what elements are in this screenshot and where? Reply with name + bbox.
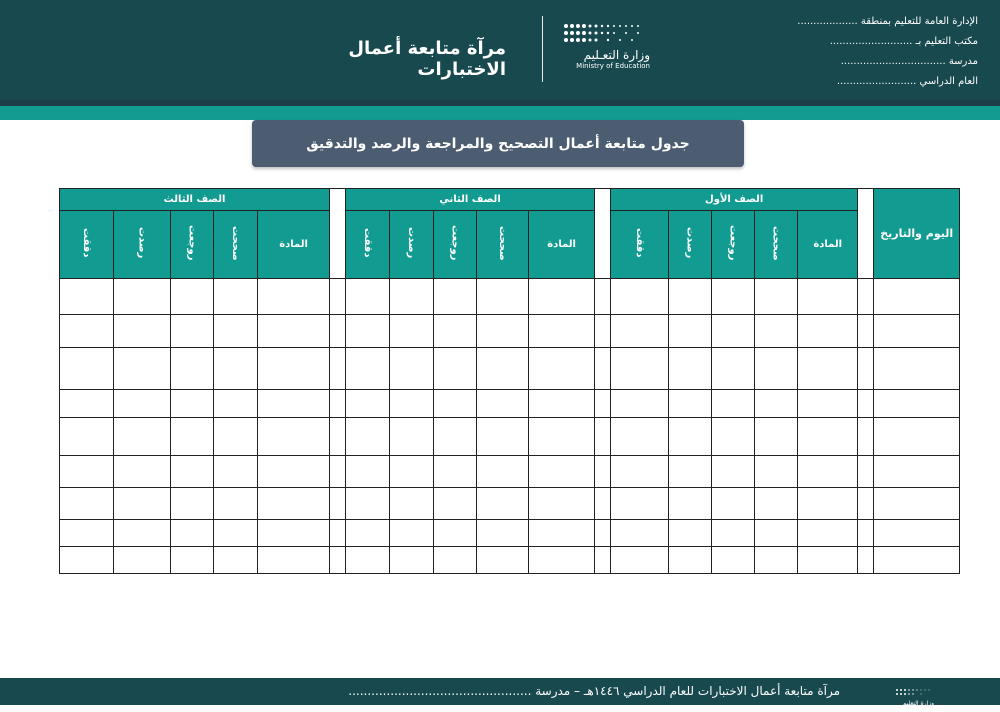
entry-cell[interactable] (434, 315, 477, 348)
entry-cell[interactable] (477, 390, 529, 418)
entry-cell[interactable] (798, 519, 858, 546)
entry-cell[interactable] (529, 315, 595, 348)
column-gap (595, 455, 611, 487)
column-gap (330, 418, 346, 455)
footer-ministry-logo (888, 681, 934, 712)
column-gap (595, 189, 611, 279)
day-date-cell[interactable] (874, 315, 960, 348)
entry-cell[interactable] (477, 455, 529, 487)
column-gap (595, 390, 611, 418)
footer-dots-icon (894, 688, 934, 696)
entry-cell[interactable] (114, 546, 171, 573)
entry-cell[interactable] (669, 315, 712, 348)
day-date-cell[interactable] (874, 390, 960, 418)
class-3-header: الصف الثالث (60, 189, 330, 211)
entry-cell[interactable] (434, 455, 477, 487)
entry-cell[interactable] (171, 546, 214, 573)
entry-cell[interactable] (669, 418, 712, 455)
entry-cell[interactable] (611, 455, 669, 487)
entry-cell[interactable] (611, 487, 669, 519)
entry-cell[interactable] (171, 455, 214, 487)
audited-header: دققت (346, 211, 390, 279)
column-gap (858, 279, 874, 315)
header-divider (542, 16, 543, 82)
entry-cell[interactable] (529, 487, 595, 519)
admin-line-school: مدرسة ................................. (840, 56, 978, 67)
entry-cell[interactable] (611, 546, 669, 573)
entry-cell[interactable] (258, 487, 330, 519)
entry-cell[interactable] (390, 279, 434, 315)
admin-info-block (778, 12, 978, 92)
entry-cell[interactable] (171, 348, 214, 390)
entry-cell[interactable] (346, 487, 390, 519)
entry-cell[interactable] (60, 279, 114, 315)
page-header (0, 0, 1000, 100)
entry-cell[interactable] (60, 519, 114, 546)
day-date-cell[interactable] (874, 546, 960, 573)
entry-cell[interactable] (390, 546, 434, 573)
column-gap (858, 455, 874, 487)
entry-cell[interactable] (755, 546, 798, 573)
entry-cell[interactable] (346, 390, 390, 418)
entry-cell[interactable] (529, 418, 595, 455)
audited-header: دققت (60, 211, 114, 279)
entry-cell[interactable] (114, 455, 171, 487)
entry-cell[interactable] (611, 348, 669, 390)
column-gap (858, 189, 874, 279)
entry-cell[interactable] (755, 418, 798, 455)
entry-cell[interactable] (477, 279, 529, 315)
entry-cell[interactable] (214, 390, 258, 418)
entry-cell[interactable] (390, 455, 434, 487)
table-row (60, 390, 960, 418)
entry-cell[interactable] (712, 487, 755, 519)
day-date-cell[interactable] (874, 418, 960, 455)
entry-cell[interactable] (529, 390, 595, 418)
recorded-header: رصدت (669, 211, 712, 279)
entry-cell[interactable] (755, 348, 798, 390)
day-date-cell[interactable] (874, 348, 960, 390)
entry-cell[interactable] (611, 315, 669, 348)
column-gap (330, 455, 346, 487)
entry-cell[interactable] (712, 348, 755, 390)
column-gap (595, 315, 611, 348)
entry-cell[interactable] (346, 546, 390, 573)
column-gap (330, 279, 346, 315)
column-gap (595, 546, 611, 573)
ministry-name-ar: وزارة التعـليم (583, 48, 650, 62)
entry-cell[interactable] (798, 348, 858, 390)
corrected-header: صححت (214, 211, 258, 279)
entry-cell[interactable] (258, 418, 330, 455)
entry-cell[interactable] (390, 418, 434, 455)
entry-cell[interactable] (114, 390, 171, 418)
entry-cell[interactable] (390, 315, 434, 348)
footer-ministry-en: Ministry of Education (891, 707, 934, 712)
entry-cell[interactable] (60, 546, 114, 573)
entry-cell[interactable] (346, 348, 390, 390)
entry-cell[interactable] (755, 487, 798, 519)
entry-cell[interactable] (798, 546, 858, 573)
subject-header: المادة (798, 211, 858, 279)
entry-cell[interactable] (114, 487, 171, 519)
entry-cell[interactable] (755, 279, 798, 315)
audited-header: دققت (611, 211, 669, 279)
tracking-table-body (60, 279, 960, 574)
entry-cell[interactable] (669, 487, 712, 519)
column-gap (858, 315, 874, 348)
entry-cell[interactable] (669, 279, 712, 315)
entry-cell[interactable] (669, 455, 712, 487)
entry-cell[interactable] (755, 455, 798, 487)
recorded-header: رصدت (390, 211, 434, 279)
column-gap (858, 348, 874, 390)
entry-cell[interactable] (798, 315, 858, 348)
column-gap (330, 315, 346, 348)
entry-cell[interactable] (669, 519, 712, 546)
entry-cell[interactable] (529, 519, 595, 546)
entry-cell[interactable] (258, 348, 330, 390)
column-gap (858, 390, 874, 418)
column-gap (330, 348, 346, 390)
day-date-cell[interactable] (874, 279, 960, 315)
entry-cell[interactable] (712, 390, 755, 418)
column-gap (858, 546, 874, 573)
corrected-header: صححت (755, 211, 798, 279)
entry-cell[interactable] (477, 546, 529, 573)
entry-cell[interactable] (798, 390, 858, 418)
tracking-table (59, 188, 960, 574)
entry-cell[interactable] (611, 390, 669, 418)
ministry-dots-icon (560, 22, 644, 46)
entry-cell[interactable] (434, 418, 477, 455)
subject-header: المادة (529, 211, 595, 279)
entry-cell[interactable] (60, 455, 114, 487)
entry-cell[interactable] (346, 315, 390, 348)
entry-cell[interactable] (346, 418, 390, 455)
entry-cell[interactable] (434, 546, 477, 573)
entry-cell[interactable] (712, 546, 755, 573)
entry-cell[interactable] (798, 279, 858, 315)
column-gap (595, 519, 611, 546)
entry-cell[interactable] (114, 279, 171, 315)
entry-cell[interactable] (114, 348, 171, 390)
column-gap (595, 279, 611, 315)
column-gap (595, 418, 611, 455)
entry-cell[interactable] (390, 519, 434, 546)
entry-cell[interactable] (669, 348, 712, 390)
entry-cell[interactable] (798, 487, 858, 519)
entry-cell[interactable] (258, 455, 330, 487)
entry-cell[interactable] (755, 390, 798, 418)
entry-cell[interactable] (346, 455, 390, 487)
entry-cell[interactable] (258, 519, 330, 546)
table-row (60, 315, 960, 348)
class-2-header: الصف الثاني (346, 189, 595, 211)
entry-cell[interactable] (529, 455, 595, 487)
entry-cell[interactable] (434, 487, 477, 519)
recorded-header: رصدت (114, 211, 171, 279)
entry-cell[interactable] (390, 487, 434, 519)
entry-cell[interactable] (611, 519, 669, 546)
entry-cell[interactable] (258, 546, 330, 573)
column-gap (330, 546, 346, 573)
footer-ministry-ar: وزارة التعليم (902, 700, 934, 707)
entry-cell[interactable] (214, 315, 258, 348)
table-row (60, 519, 960, 546)
column-gap (330, 487, 346, 519)
entry-cell[interactable] (60, 487, 114, 519)
day-date-cell[interactable] (874, 455, 960, 487)
header-accent-band (0, 100, 1000, 120)
admin-line-year: العام الدراسي ......................... (836, 76, 978, 87)
entry-cell[interactable] (529, 348, 595, 390)
table-row (60, 487, 960, 519)
reviewed-header: روجعت (712, 211, 755, 279)
table-row (60, 279, 960, 315)
class-1-header: الصف الأول (611, 189, 858, 211)
entry-cell[interactable] (477, 519, 529, 546)
entry-cell[interactable] (755, 315, 798, 348)
column-gap (595, 487, 611, 519)
entry-cell[interactable] (171, 519, 214, 546)
entry-cell[interactable] (171, 315, 214, 348)
entry-cell[interactable] (712, 418, 755, 455)
entry-cell[interactable] (346, 519, 390, 546)
entry-cell[interactable] (390, 390, 434, 418)
column-gap (858, 519, 874, 546)
entry-cell[interactable] (434, 519, 477, 546)
entry-cell[interactable] (214, 519, 258, 546)
day-date-header: اليوم والتاريخ (874, 189, 960, 279)
ministry-name-en: Ministry of Education (576, 62, 650, 70)
entry-cell[interactable] (60, 390, 114, 418)
entry-cell[interactable] (434, 279, 477, 315)
subject-header: المادة (258, 211, 330, 279)
footer-text: مرآة متابعة أعمال الاختبارات للعام الدراسي ١٤٤٦هـ – مدرسة ................................................ (348, 684, 840, 698)
entry-cell[interactable] (60, 418, 114, 455)
admin-line-region: الإدارة العامة للتعليم بمنطقة ................... (797, 16, 978, 27)
page-title: مرآة متابعة أعمال الاختبارات (348, 38, 506, 80)
page-footer (0, 678, 1000, 712)
entry-cell[interactable] (529, 546, 595, 573)
column-gap (330, 189, 346, 279)
table-row (60, 348, 960, 390)
entry-cell[interactable] (214, 418, 258, 455)
entry-cell[interactable] (611, 418, 669, 455)
entry-cell[interactable] (214, 279, 258, 315)
entry-cell[interactable] (477, 418, 529, 455)
entry-cell[interactable] (798, 455, 858, 487)
entry-cell[interactable] (434, 348, 477, 390)
entry-cell[interactable] (477, 487, 529, 519)
entry-cell[interactable] (214, 546, 258, 573)
entry-cell[interactable] (755, 519, 798, 546)
entry-cell[interactable] (214, 487, 258, 519)
entry-cell[interactable] (669, 390, 712, 418)
column-gap (858, 418, 874, 455)
header-band-line (0, 100, 1000, 106)
reviewed-header: روجعت (171, 211, 214, 279)
entry-cell[interactable] (669, 546, 712, 573)
entry-cell[interactable] (712, 279, 755, 315)
entry-cell[interactable] (214, 348, 258, 390)
entry-cell[interactable] (434, 390, 477, 418)
entry-cell[interactable] (214, 455, 258, 487)
entry-cell[interactable] (171, 390, 214, 418)
entry-cell[interactable] (611, 279, 669, 315)
table-row (60, 546, 960, 573)
entry-cell[interactable] (60, 348, 114, 390)
entry-cell[interactable] (390, 348, 434, 390)
entry-cell[interactable] (171, 279, 214, 315)
entry-cell[interactable] (529, 279, 595, 315)
entry-cell[interactable] (477, 315, 529, 348)
entry-cell[interactable] (258, 390, 330, 418)
entry-cell[interactable] (114, 418, 171, 455)
column-gap (330, 519, 346, 546)
admin-line-office: مكتب التعليم بـ .......................... (829, 36, 978, 47)
entry-cell[interactable] (258, 315, 330, 348)
entry-cell[interactable] (114, 519, 171, 546)
entry-cell[interactable] (171, 487, 214, 519)
entry-cell[interactable] (712, 455, 755, 487)
day-date-cell[interactable] (874, 519, 960, 546)
entry-cell[interactable] (258, 279, 330, 315)
ministry-logo (560, 22, 650, 82)
entry-cell[interactable] (171, 418, 214, 455)
day-date-cell[interactable] (874, 487, 960, 519)
column-gap (858, 487, 874, 519)
table-title: جدول متابعة أعمال التصحيح والمراجعة والرصد والتدقيق (252, 120, 744, 167)
column-gap (330, 390, 346, 418)
entry-cell[interactable] (60, 315, 114, 348)
entry-cell[interactable] (712, 315, 755, 348)
entry-cell[interactable] (477, 348, 529, 390)
column-gap (595, 348, 611, 390)
entry-cell[interactable] (114, 315, 171, 348)
reviewed-header: روجعت (434, 211, 477, 279)
corrected-header: صححت (477, 211, 529, 279)
entry-cell[interactable] (346, 279, 390, 315)
entry-cell[interactable] (798, 418, 858, 455)
table-row (60, 455, 960, 487)
table-row (60, 418, 960, 455)
entry-cell[interactable] (712, 519, 755, 546)
